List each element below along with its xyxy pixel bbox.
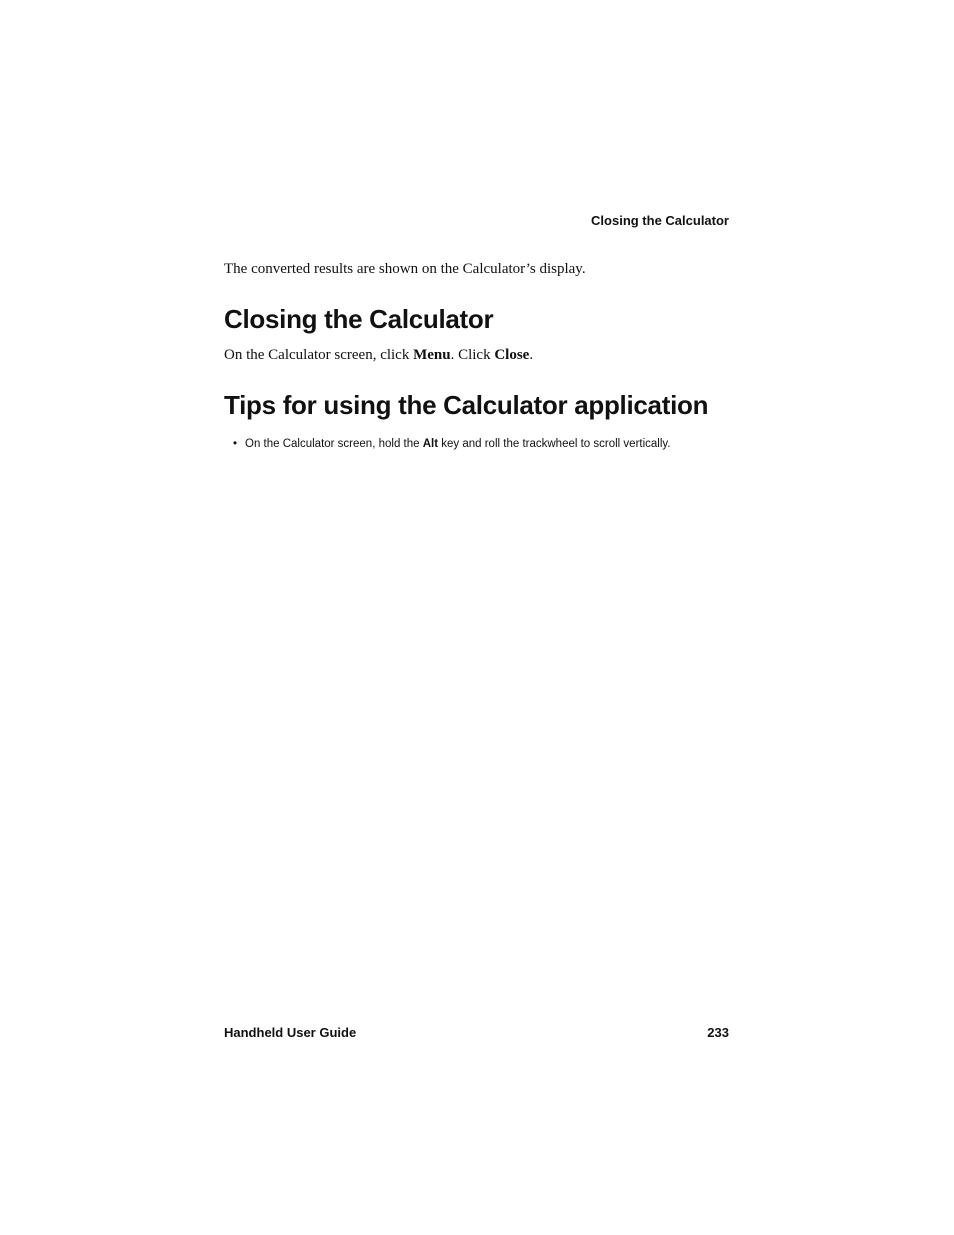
tip-text: On the Calculator screen, hold the <box>245 438 423 450</box>
instruction-text: . Click <box>450 347 495 363</box>
instruction-text: . <box>529 347 534 363</box>
bullet-icon: • <box>233 438 238 450</box>
alt-key-term: Alt <box>422 438 439 450</box>
close-term: Close <box>494 347 530 363</box>
tips-list <box>224 437 671 452</box>
section-heading-tips: Tips for using the Calculator application <box>224 390 709 420</box>
section-heading-closing: Closing the Calculator <box>224 304 494 334</box>
footer-guide-title: Handheld User Guide <box>224 1025 357 1040</box>
list-item <box>224 437 671 452</box>
menu-term: Menu <box>413 347 451 363</box>
intro-paragraph: The converted results are shown on the Calculator’s display. <box>224 261 586 277</box>
closing-instructions <box>224 346 533 365</box>
page-number: 233 <box>707 1025 729 1040</box>
instruction-text: On the Calculator screen, click <box>224 347 414 363</box>
tip-text: key and roll the trackwheel to scroll vertically. <box>438 438 671 450</box>
running-header: Closing the Calculator <box>591 213 729 228</box>
